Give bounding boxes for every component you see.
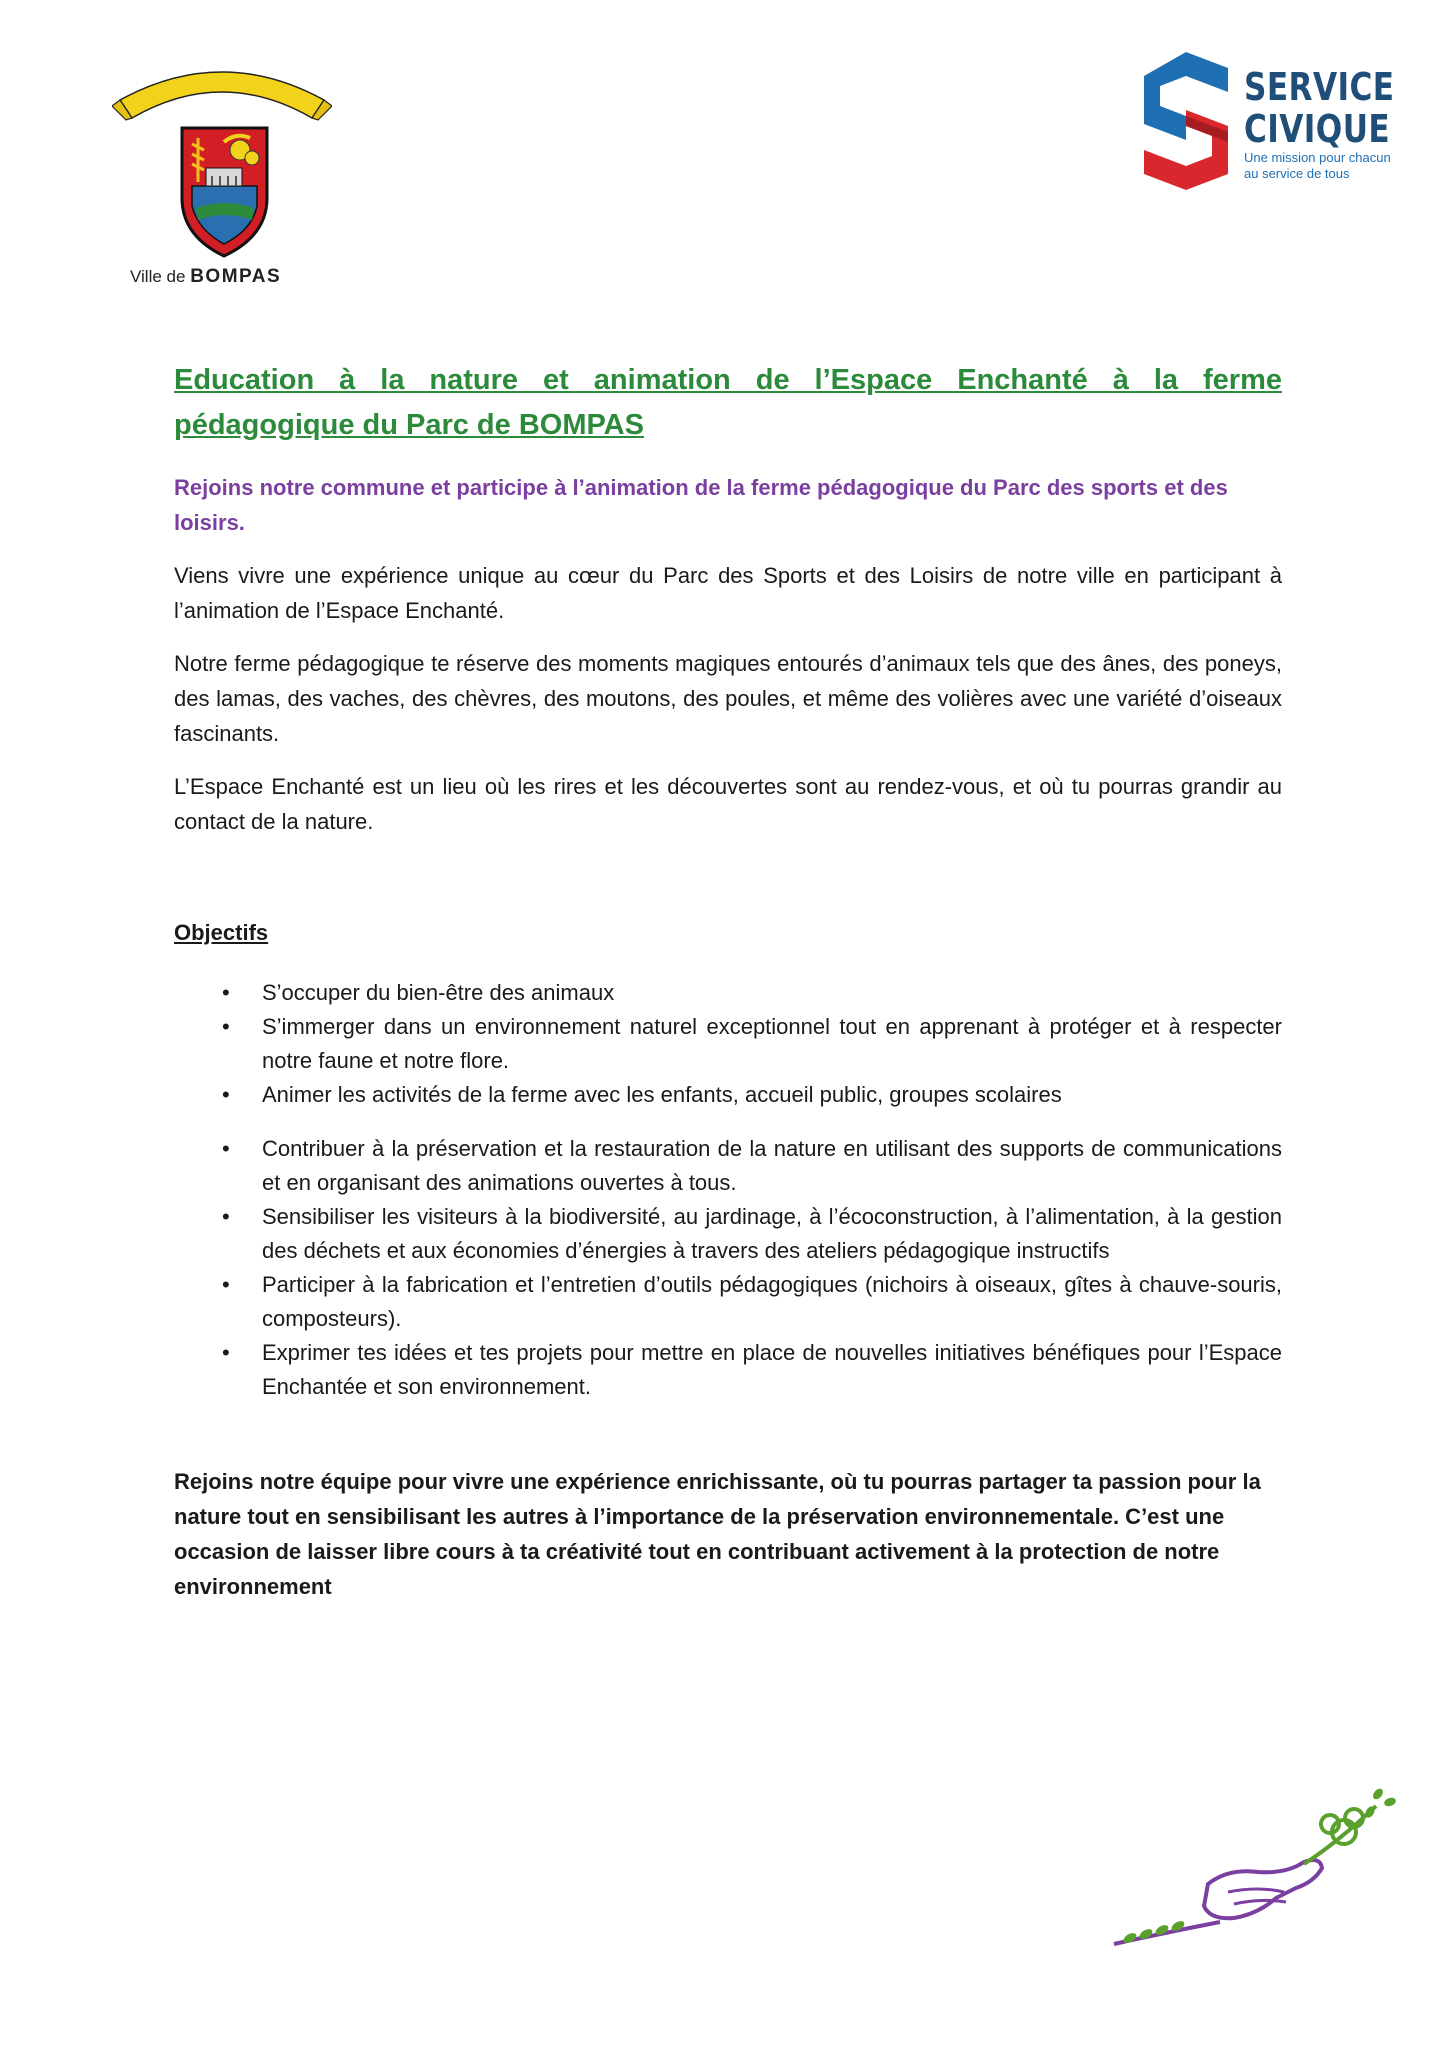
list-item-text: S’occuper du bien-être des animaux — [262, 980, 615, 1005]
document-title: Education à la nature et animation de l’Espace Enchanté à la ferme pédagogique du Parc de BOMPAS — [174, 364, 1282, 441]
paragraph-3: L’Espace Enchanté est un lieu où les rires et les découvertes sont au rendez-vous, et où tu pourras grandir au contact de la nature. — [174, 774, 1282, 834]
list-item-text: Exprimer tes idées et tes projets pour mettre en place de nouvelles initiatives bénéfiques pour l’Espace Enchantée et son environnement. — [262, 1340, 1282, 1399]
list-item-text: Animer les activités de la ferme avec les enfants, accueil public, groupes scolaires — [262, 1082, 1062, 1107]
paragraph-2: Notre ferme pédagogique te réserve des moments magiques entourés d’animaux tels que des ânes, des poneys, des lamas, des vaches, des chèvres, des moutons, des poules, et même des volières avec une variété d’oiseaux fascinants. — [174, 651, 1282, 746]
bullet-icon: • — [222, 1340, 230, 1365]
service-civique-wordmark — [1244, 66, 1427, 182]
bompas-caption — [130, 266, 281, 288]
hands-and-olive-branch-icon — [1108, 1772, 1408, 1952]
bullet-icon: • — [222, 1272, 230, 1297]
closing-text: Rejoins notre équipe pour vivre une expérience enrichissante, où tu pourras partager ta passion pour la nature tout en sensibilisant les autres à l’importance de la préservation environnementale. C’est une occasion de laisser libre cours à ta créativité tout en contribuant activement à la protection de notre environnement — [174, 1469, 1261, 1599]
objectifs-heading: Objectifs — [174, 920, 269, 945]
service-civique-logo — [1140, 50, 1410, 210]
list-item-text: Contribuer à la préservation et la restauration de la nature en utilisant des supports de communications et en organisant des animations ouvertes à tous. — [262, 1136, 1282, 1195]
list-item — [174, 1132, 1282, 1200]
bullet-icon: • — [222, 1014, 230, 1039]
bompas-caption-prefix: Ville de — [130, 267, 186, 286]
sc-line1: SERVICE — [1244, 65, 1395, 109]
bullet-icon: • — [222, 1204, 230, 1229]
coat-of-arms-icon — [112, 58, 332, 258]
sc-line2: CIVIQUE — [1244, 107, 1391, 151]
paragraph-1: Viens vivre une expérience unique au cœur du Parc des Sports et des Loisirs de notre ville en participant à l’animation de l’Espace Enchanté. — [174, 563, 1282, 623]
document-body — [174, 358, 1282, 1604]
bompas-caption-name: BOMPAS — [190, 266, 282, 287]
decoration — [1108, 1772, 1408, 1952]
list-item — [174, 1336, 1282, 1404]
bullet-icon: • — [222, 1136, 230, 1161]
list-item — [174, 1268, 1282, 1336]
list-item-text: Participer à la fabrication et l’entretien d’outils pédagogiques (nichoirs à oiseaux, gîtes à chauve-souris, composteurs). — [262, 1272, 1282, 1331]
bullet-icon: • — [222, 1082, 230, 1107]
intro-text: Rejoins notre commune et participe à l’animation de la ferme pédagogique du Parc des sports et des loisirs. — [174, 475, 1228, 535]
list-item-text: S’immerger dans un environnement naturel exceptionnel tout en apprenant à protéger et à respecter notre faune et notre flore. — [262, 1014, 1282, 1073]
list-item — [174, 976, 1282, 1010]
service-civique-s-icon — [1140, 50, 1240, 200]
bompas-logo — [112, 58, 332, 294]
bullet-icon: • — [222, 980, 230, 1005]
sc-tagline2: au service de tous — [1244, 166, 1350, 181]
list-item — [174, 1010, 1282, 1078]
list-item — [174, 1200, 1282, 1268]
objectifs-list — [174, 976, 1282, 1404]
sc-tagline1: Une mission pour chacun — [1244, 150, 1391, 165]
list-item-text: Sensibiliser les visiteurs à la biodiversité, au jardinage, à l’écoconstruction, à l’alimentation, à la gestion des déchets et aux économies d’énergies à travers des ateliers pédagogique instructifs — [262, 1204, 1282, 1263]
list-item — [174, 1078, 1282, 1112]
